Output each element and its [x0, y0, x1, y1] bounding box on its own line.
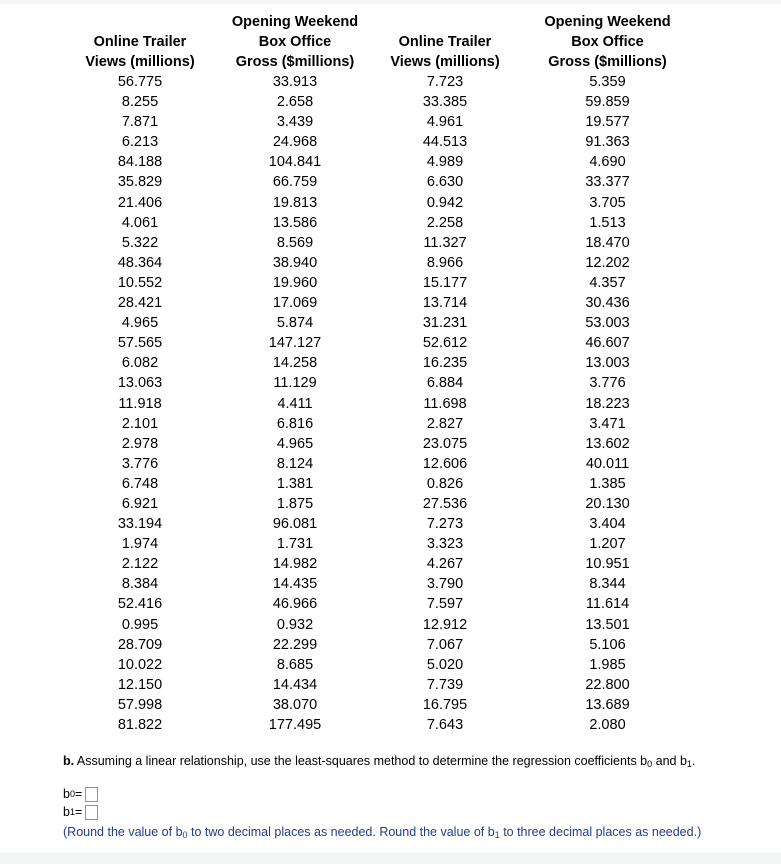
table-cell: 5.106	[589, 636, 626, 653]
table-cell: 11.129	[273, 375, 317, 392]
table-row	[60, 534, 695, 554]
table-cell: 18.470	[585, 234, 630, 251]
table-cell: 6.630	[426, 174, 464, 191]
table-cell: 8.344	[589, 576, 626, 593]
table-row	[60, 313, 695, 333]
table-cell: 2.258	[426, 214, 464, 231]
table-cell: 7.597	[426, 596, 464, 613]
table-cell: 0.826	[426, 475, 464, 492]
table-cell: 19.813	[272, 194, 318, 211]
table-cell: 12.202	[585, 254, 630, 271]
table-cell: 5.874	[276, 315, 314, 332]
table-row	[60, 454, 695, 474]
b0-label: b	[63, 787, 70, 801]
table-cell: 2.101	[121, 415, 159, 432]
table-cell: 13.501	[585, 616, 630, 633]
table-cell: 13.003	[585, 355, 630, 372]
table-cell: 147.127	[268, 335, 322, 352]
table-row	[60, 494, 695, 514]
table-cell: 0.932	[276, 616, 314, 633]
table-row	[60, 615, 695, 635]
header-row	[60, 52, 695, 72]
table-cell: 4.965	[276, 435, 314, 452]
column-header-line: Box Office	[258, 34, 332, 50]
table-header	[60, 12, 695, 72]
column-header-line: Views (millions)	[390, 54, 500, 70]
table-cell: 18.223	[585, 395, 630, 412]
table-cell: 20.130	[585, 495, 630, 512]
table-cell: 57.998	[117, 696, 163, 713]
table-cell: 7.067	[426, 636, 464, 653]
table-cell: 1.974	[121, 536, 159, 553]
table-cell: 11.614	[585, 596, 630, 613]
table-cell: 38.940	[272, 254, 318, 271]
table-cell: 8.384	[121, 576, 159, 593]
table-cell: 19.577	[585, 114, 630, 131]
table-cell: 0.995	[121, 616, 159, 633]
table-cell: 14.435	[272, 576, 318, 593]
table-row	[60, 353, 695, 373]
table-cell: 10.552	[117, 274, 163, 291]
question-sentence-b: and b	[652, 754, 687, 768]
table-cell: 16.235	[422, 355, 468, 372]
column-header-line: Box Office	[571, 34, 644, 50]
table-cell: 13.714	[422, 295, 468, 312]
table-cell: 3.705	[589, 194, 626, 211]
table-row	[60, 594, 695, 614]
table-cell: 4.961	[426, 114, 464, 131]
table-row	[60, 132, 695, 152]
table-cell: 4.061	[121, 214, 159, 231]
table-cell: 22.299	[272, 636, 318, 653]
table-cell: 96.081	[272, 516, 318, 533]
table-cell: 11.698	[423, 395, 467, 412]
table-cell: 3.776	[121, 455, 159, 472]
table-row	[60, 675, 695, 695]
table-cell: 22.800	[585, 676, 630, 693]
table-cell: 5.020	[426, 656, 464, 673]
table-cell: 104.841	[268, 154, 322, 171]
table-row	[60, 514, 695, 534]
table-cell: 46.966	[272, 596, 318, 613]
table-cell: 48.364	[117, 254, 163, 271]
table-cell: 15.177	[422, 274, 468, 291]
table-cell: 13.602	[585, 435, 630, 452]
subscript-0: 0	[647, 759, 653, 769]
header-row	[60, 32, 695, 52]
note-part-3: to three decimal places as needed.)	[499, 825, 702, 839]
part-label: b.	[63, 754, 75, 768]
column-header-line	[60, 12, 220, 32]
table-row	[60, 273, 695, 293]
table-cell: 12.912	[422, 616, 468, 633]
table-cell: 2.122	[121, 556, 159, 573]
table-cell: 21.406	[117, 194, 163, 211]
table-cell: 8.255	[121, 94, 159, 111]
table-row	[60, 695, 695, 715]
column-header-line	[370, 12, 520, 32]
table-cell: 27.536	[422, 495, 468, 512]
table-cell: 52.416	[117, 596, 163, 613]
data-table	[60, 12, 695, 735]
subscript-1: 1	[686, 759, 692, 769]
bottom-bar	[0, 853, 781, 864]
table-cell: 3.404	[589, 516, 626, 533]
table-cell: 14.982	[272, 556, 318, 573]
table-cell: 33.385	[422, 94, 468, 111]
column-header-line: Online Trailer	[398, 34, 492, 50]
table-cell: 33.913	[272, 74, 318, 90]
table-cell: 44.513	[422, 134, 468, 151]
table-cell: 3.439	[276, 114, 314, 131]
table-cell: 6.213	[121, 134, 159, 151]
table-cell: 10.022	[117, 656, 163, 673]
table-cell: 1.875	[276, 495, 314, 512]
table-cell: 28.421	[117, 295, 163, 312]
note-part-2: to two decimal places as needed. Round the value of b	[187, 825, 495, 839]
table-cell: 2.080	[589, 717, 626, 733]
table-cell: 1.381	[276, 475, 314, 492]
b1-input[interactable]	[85, 805, 98, 820]
table-cell: 4.357	[589, 274, 626, 291]
table-cell: 33.194	[117, 516, 163, 533]
table-cell: 24.968	[272, 134, 318, 151]
table-cell: 177.495	[268, 717, 322, 733]
table-cell: 23.075	[422, 435, 468, 452]
table-row	[60, 152, 695, 172]
question-text	[63, 752, 695, 770]
table-row	[60, 434, 695, 454]
table-cell: 7.871	[121, 114, 159, 131]
table-row	[60, 293, 695, 313]
note-subscript-1: 1	[494, 830, 500, 840]
table-cell: 10.951	[585, 556, 630, 573]
table-cell: 4.411	[277, 395, 313, 412]
column-header-line: Opening Weekend	[231, 14, 359, 30]
table-cell: 13.586	[272, 214, 318, 231]
table-cell: 1.985	[589, 656, 626, 673]
table-cell: 2.978	[121, 435, 159, 452]
table-row	[60, 172, 695, 192]
table-cell: 11.327	[423, 234, 467, 251]
table-cell: 28.709	[117, 636, 163, 653]
table-row	[60, 253, 695, 273]
note-subscript-0: 0	[182, 830, 188, 840]
table-cell: 8.966	[426, 254, 464, 271]
table-cell: 33.377	[585, 174, 630, 191]
table-cell: 31.231	[422, 315, 468, 332]
table-cell: 1.385	[589, 475, 626, 492]
table-row	[60, 112, 695, 132]
table-cell: 3.323	[426, 536, 464, 553]
note-part-1: (Round the value of b	[63, 825, 183, 839]
table-row	[60, 233, 695, 253]
table-row	[60, 554, 695, 574]
table-cell: 81.822	[117, 717, 163, 733]
table-cell: 13.689	[585, 696, 630, 713]
table-cell: 40.011	[585, 455, 630, 472]
b0-input[interactable]	[85, 787, 98, 802]
table-cell: 8.569	[276, 234, 314, 251]
table-cell: 6.816	[276, 415, 314, 432]
b0-answer-row: b 0 =	[63, 786, 98, 802]
column-header-line: Opening Weekend	[544, 14, 671, 30]
table-cell: 13.063	[117, 375, 163, 392]
table-cell: 5.359	[589, 74, 626, 90]
table-cell: 3.790	[426, 576, 464, 593]
table-cell: 7.643	[426, 717, 464, 733]
table-row	[60, 655, 695, 675]
question-sentence-end: .	[691, 754, 696, 768]
table-body	[60, 72, 695, 735]
b1-answer-row: b 1 =	[63, 804, 98, 820]
table-cell: 7.723	[426, 74, 464, 90]
table-cell: 6.884	[426, 375, 464, 392]
column-header-line: Online Trailer	[93, 34, 187, 50]
table-cell: 59.859	[585, 94, 630, 111]
table-cell: 7.739	[426, 676, 464, 693]
table-cell: 2.827	[426, 415, 464, 432]
table-cell: 30.436	[585, 295, 630, 312]
table-cell: 1.513	[589, 214, 626, 231]
table-row	[60, 715, 695, 735]
table-cell: 91.363	[585, 134, 630, 151]
table-cell: 5.322	[121, 234, 159, 251]
table-cell: 38.070	[272, 696, 318, 713]
table-cell: 1.207	[589, 536, 626, 553]
table-row	[60, 635, 695, 655]
rounding-note	[63, 824, 701, 840]
table-cell: 8.685	[276, 656, 314, 673]
table-row	[60, 213, 695, 233]
table-row	[60, 373, 695, 393]
table-cell: 12.606	[422, 455, 468, 472]
table-row	[60, 72, 695, 92]
table-row	[60, 414, 695, 434]
table-cell: 0.942	[426, 194, 464, 211]
table-cell: 17.069	[272, 295, 318, 312]
table-cell: 46.607	[585, 335, 630, 352]
table-cell: 7.273	[426, 516, 464, 533]
header-row	[60, 12, 695, 32]
table-row	[60, 574, 695, 594]
table-cell: 3.471	[589, 415, 626, 432]
table-cell: 2.658	[276, 94, 314, 111]
table-cell: 16.795	[422, 696, 468, 713]
b0-equals: =	[74, 787, 83, 801]
table-cell: 3.776	[589, 375, 626, 392]
table-cell: 4.965	[121, 315, 159, 332]
table-cell: 52.612	[422, 335, 468, 352]
table-cell: 84.188	[117, 154, 163, 171]
top-bar	[0, 0, 781, 4]
table-cell: 4.267	[426, 556, 464, 573]
table-row	[60, 193, 695, 213]
table-cell: 19.960	[272, 274, 318, 291]
table-cell: 6.082	[121, 355, 159, 372]
table-cell: 6.921	[121, 495, 159, 512]
table-cell: 6.748	[121, 475, 159, 492]
table-row	[60, 394, 695, 414]
column-header-line: Views (millions)	[85, 54, 195, 70]
table-cell: 12.150	[117, 676, 163, 693]
table-cell: 4.989	[426, 154, 464, 171]
table-row	[60, 333, 695, 353]
column-header-line: Gross ($millions)	[548, 54, 667, 70]
table-row	[60, 474, 695, 494]
table-cell: 1.731	[276, 536, 314, 553]
table-cell: 53.003	[585, 315, 630, 332]
table-row	[60, 92, 695, 112]
table-cell: 56.775	[117, 74, 163, 90]
table-cell: 4.690	[589, 154, 626, 171]
question-sentence-a: Assuming a linear relationship, use the least-squares method to determine the regression coefficients b	[74, 754, 648, 768]
table-cell: 66.759	[272, 174, 318, 191]
table-cell: 14.258	[272, 355, 318, 372]
b1-equals: =	[74, 805, 83, 819]
table-cell: 11.918	[118, 395, 162, 412]
table-cell: 35.829	[117, 174, 163, 191]
table-cell: 8.124	[276, 455, 314, 472]
table-cell: 14.434	[272, 676, 318, 693]
column-header-line: Gross ($millions)	[235, 54, 355, 70]
table-cell: 57.565	[117, 335, 163, 352]
b1-label: b	[63, 805, 70, 819]
